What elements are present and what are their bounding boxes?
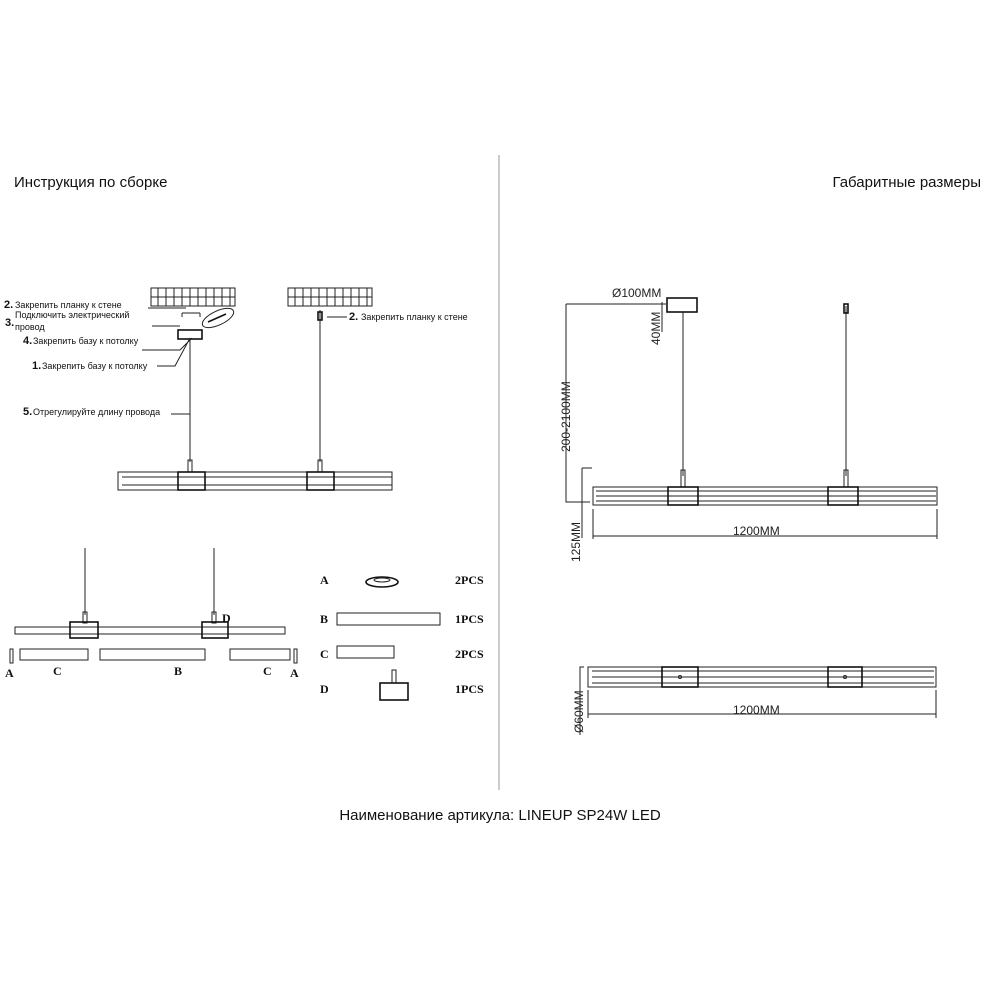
svg-text:Ø60MM: Ø60MM xyxy=(572,690,586,733)
svg-text:D: D xyxy=(222,611,231,625)
exploded-view xyxy=(5,548,299,680)
svg-text:B: B xyxy=(320,612,329,626)
bottom-view xyxy=(572,667,936,735)
svg-text:3.: 3. xyxy=(5,317,15,329)
svg-text:125MM: 125MM xyxy=(569,521,583,562)
assembly-title: Инструкция по сборке xyxy=(14,174,168,191)
svg-text:Ø100MM: Ø100MM xyxy=(612,286,662,300)
dimension-drawing xyxy=(559,286,937,562)
svg-text:C: C xyxy=(53,664,62,678)
svg-text:2PCS: 2PCS xyxy=(455,647,484,661)
install-steps xyxy=(4,299,468,418)
svg-text:Отрегулируйте длину провода: Отрегулируйте длину провода xyxy=(33,407,161,417)
dimensions-title: Габаритные размеры xyxy=(832,174,981,191)
svg-text:2PCS: 2PCS xyxy=(455,573,484,587)
svg-text:C: C xyxy=(263,664,272,678)
svg-text:D: D xyxy=(320,682,329,696)
svg-text:4.: 4. xyxy=(23,335,33,347)
svg-text:5.: 5. xyxy=(23,406,33,418)
svg-text:1200MM: 1200MM xyxy=(733,524,780,538)
svg-text:1200MM: 1200MM xyxy=(733,703,780,717)
svg-text:B: B xyxy=(174,664,183,678)
svg-text:C: C xyxy=(320,647,329,661)
svg-text:2.: 2. xyxy=(4,299,14,311)
svg-text:Подключить электрический: Подключить электрический xyxy=(15,310,130,320)
svg-text:1.: 1. xyxy=(32,360,42,372)
svg-text:Закрепить планку к стене: Закрепить планку к стене xyxy=(361,312,468,322)
parts-list xyxy=(320,573,484,700)
svg-text:Закрепить планку к стене: Закрепить планку к стене xyxy=(15,300,122,310)
article-name: Наименование артикула: LINEUP SP24W LED xyxy=(339,807,661,824)
svg-text:1PCS: 1PCS xyxy=(455,682,484,696)
svg-text:A: A xyxy=(320,573,329,587)
svg-text:2.: 2. xyxy=(349,311,359,323)
svg-text:Закрепить базу к потолку: Закрепить базу к потолку xyxy=(33,336,139,346)
svg-text:200-2100MM: 200-2100MM xyxy=(559,381,573,452)
svg-text:40MM: 40MM xyxy=(649,311,663,345)
svg-text:Закрепить базу к потолку: Закрепить базу к потолку xyxy=(42,361,148,371)
svg-text:A: A xyxy=(5,666,14,680)
svg-text:A: A xyxy=(290,666,299,680)
svg-text:1PCS: 1PCS xyxy=(455,612,484,626)
svg-text:провод: провод xyxy=(15,322,45,332)
